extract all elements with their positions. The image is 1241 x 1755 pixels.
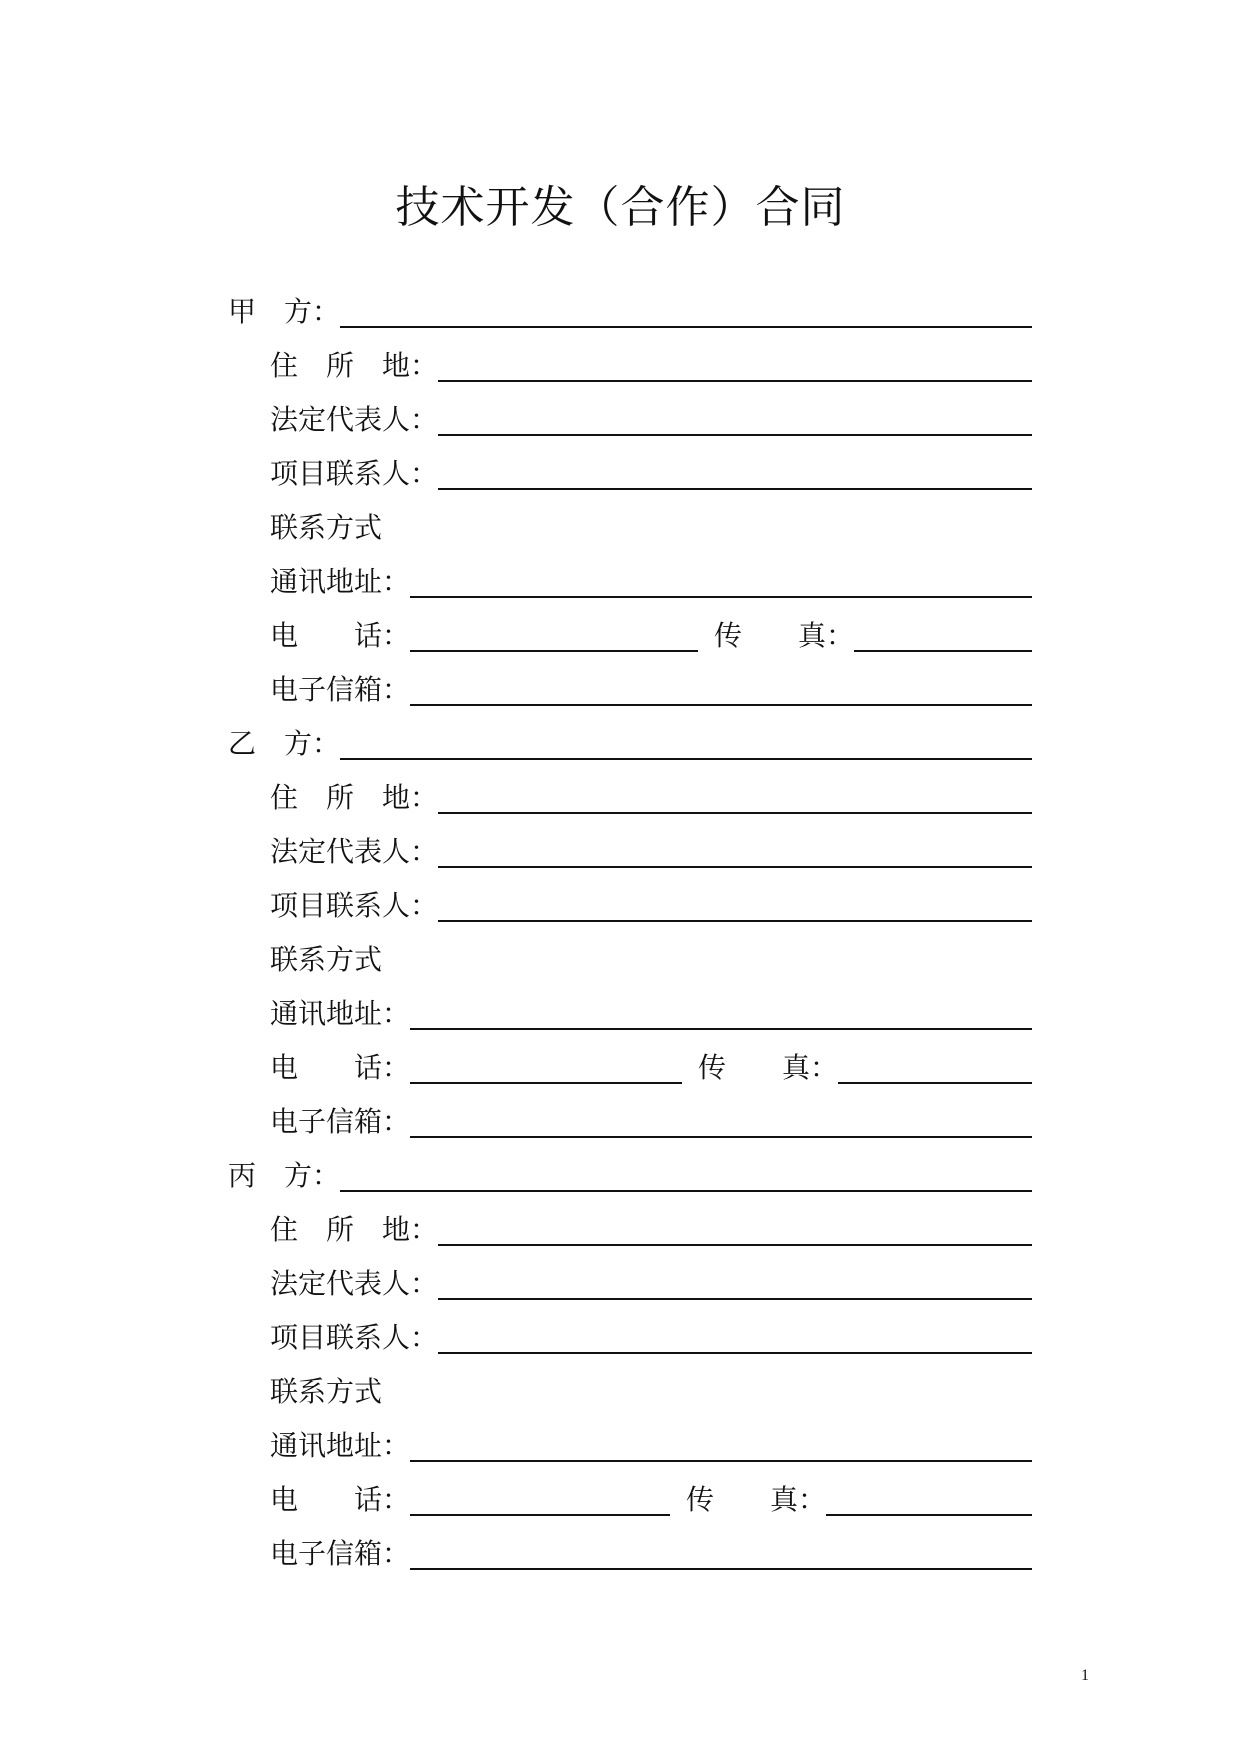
party-a-label: 甲 方：: [228, 295, 341, 328]
email-label: 电子信箱：: [270, 1105, 411, 1138]
party-b-legal-rep-row: [270, 818, 1032, 872]
party-a-phone-fax-row: [270, 602, 1032, 656]
party-c-address-row: [270, 1196, 1032, 1250]
party-b-contact-method-row: [270, 926, 1032, 980]
party-b-address-row: [270, 764, 1032, 818]
party-a-mail-address-field[interactable]: [410, 596, 1032, 598]
phone-label: 电 话：: [270, 1051, 411, 1084]
party-c-fax-field[interactable]: [826, 1514, 1032, 1516]
mail-address-label: 通讯地址：: [270, 997, 411, 1030]
party-c-address-field[interactable]: [438, 1244, 1032, 1246]
contact-method-label: 联系方式: [270, 943, 383, 976]
party-a-email-field[interactable]: [410, 704, 1032, 706]
party-a-legal-rep-row: [270, 386, 1032, 440]
party-b-legal-rep-field[interactable]: [438, 866, 1032, 868]
project-contact-label: 项目联系人：: [270, 889, 439, 922]
address-label: 住 所 地：: [270, 781, 439, 814]
party-b-email-field[interactable]: [410, 1136, 1032, 1138]
party-c-phone-fax-row: [270, 1466, 1032, 1520]
party-c-name-field[interactable]: [340, 1190, 1032, 1192]
legal-rep-label: 法定代表人：: [270, 835, 439, 868]
party-c-project-contact-row: [270, 1304, 1032, 1358]
project-contact-label: 项目联系人：: [270, 457, 439, 490]
party-a-phone-field[interactable]: [410, 650, 698, 652]
contact-method-label: 联系方式: [270, 1375, 383, 1408]
legal-rep-label: 法定代表人：: [270, 1267, 439, 1300]
party-a-row: [228, 278, 1032, 332]
party-c-legal-rep-field[interactable]: [438, 1298, 1032, 1300]
phone-label: 电 话：: [270, 619, 411, 652]
party-a-name-field[interactable]: [340, 326, 1032, 328]
party-c-project-contact-field[interactable]: [438, 1352, 1032, 1354]
party-b-project-contact-field[interactable]: [438, 920, 1032, 922]
party-a-project-contact-row: [270, 440, 1032, 494]
fax-label: 传 真：: [686, 1483, 827, 1516]
mail-address-label: 通讯地址：: [270, 1429, 411, 1462]
party-a-fax-field[interactable]: [854, 650, 1032, 652]
contact-method-label: 联系方式: [270, 511, 383, 544]
email-label: 电子信箱：: [270, 1537, 411, 1570]
mail-address-label: 通讯地址：: [270, 565, 411, 598]
party-b-mail-address-row: [270, 980, 1032, 1034]
party-b-phone-field[interactable]: [410, 1082, 682, 1084]
address-label: 住 所 地：: [270, 1213, 439, 1246]
party-b-label: 乙 方：: [228, 727, 341, 760]
party-c-row: [228, 1142, 1032, 1196]
address-label: 住 所 地：: [270, 349, 439, 382]
party-c-label: 丙 方：: [228, 1159, 341, 1192]
party-a-contact-method-row: [270, 494, 1032, 548]
party-c-email-field[interactable]: [410, 1568, 1032, 1570]
party-b-phone-fax-row: [270, 1034, 1032, 1088]
document-title: 技术开发（合作）合同: [395, 182, 846, 233]
email-label: 电子信箱：: [270, 673, 411, 706]
party-b-address-field[interactable]: [438, 812, 1032, 814]
party-c-mail-address-row: [270, 1412, 1032, 1466]
fax-label: 传 真：: [714, 619, 855, 652]
party-b-fax-field[interactable]: [838, 1082, 1032, 1084]
party-b-name-field[interactable]: [340, 758, 1032, 760]
party-a-project-contact-field[interactable]: [438, 488, 1032, 490]
party-a-email-row: [270, 656, 1032, 710]
party-c-mail-address-field[interactable]: [410, 1460, 1032, 1462]
fax-label: 传 真：: [698, 1051, 839, 1084]
party-a-mail-address-row: [270, 548, 1032, 602]
party-a-address-row: [270, 332, 1032, 386]
party-c-contact-method-row: [270, 1358, 1032, 1412]
project-contact-label: 项目联系人：: [270, 1321, 439, 1354]
party-c-legal-rep-row: [270, 1250, 1032, 1304]
party-b-project-contact-row: [270, 872, 1032, 926]
legal-rep-label: 法定代表人：: [270, 403, 439, 436]
page-number: 1: [1081, 1667, 1089, 1684]
party-b-mail-address-field[interactable]: [410, 1028, 1032, 1030]
party-a-address-field[interactable]: [438, 380, 1032, 382]
party-b-email-row: [270, 1088, 1032, 1142]
party-a-legal-rep-field[interactable]: [438, 434, 1032, 436]
party-c-phone-field[interactable]: [410, 1514, 670, 1516]
phone-label: 电 话：: [270, 1483, 411, 1516]
party-b-row: [228, 710, 1032, 764]
party-c-email-row: [270, 1520, 1032, 1574]
